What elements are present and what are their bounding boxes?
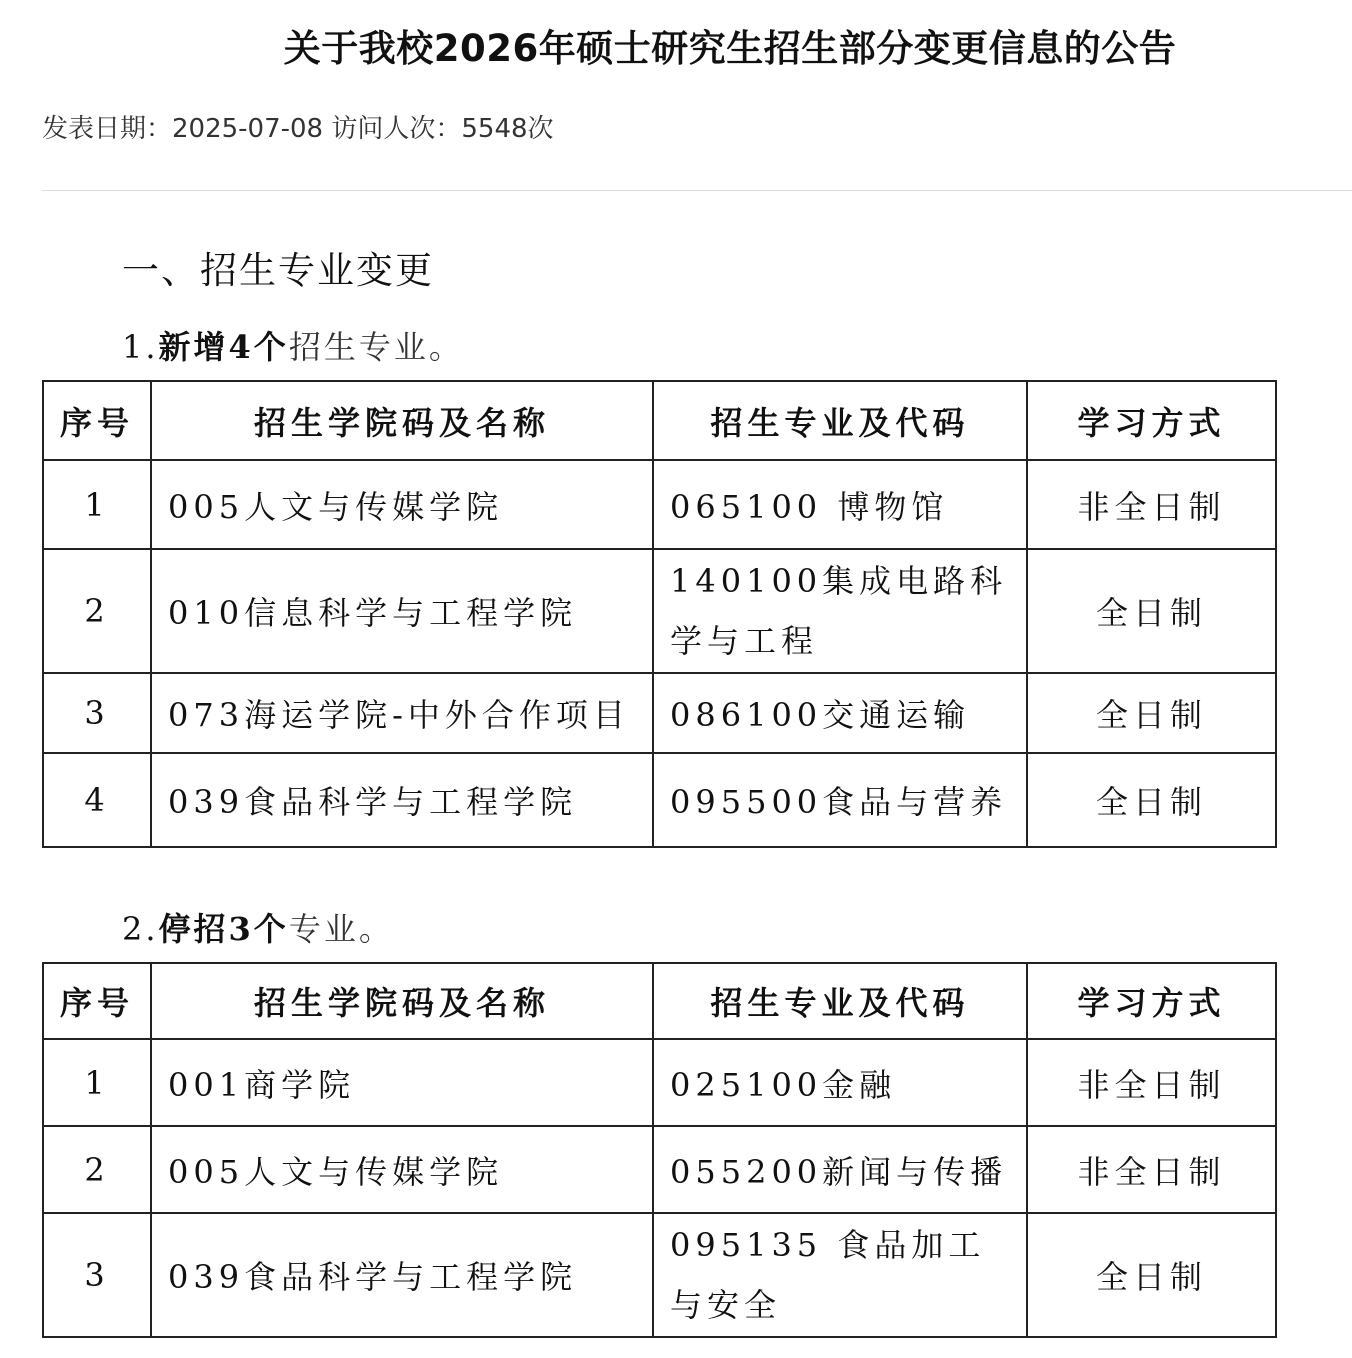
cell-mode: 全日制	[1027, 753, 1276, 847]
stopped-heading-rest: 专业。	[288, 910, 394, 948]
header-mode: 学习方式	[1027, 381, 1276, 460]
cell-mode: 非全日制	[1027, 460, 1276, 549]
header-no: 序号	[43, 963, 151, 1039]
cell-no: 2	[43, 549, 151, 673]
added-majors-table	[42, 380, 1277, 848]
table-row	[43, 460, 1276, 549]
cell-no: 4	[43, 753, 151, 847]
cell-no: 3	[43, 673, 151, 753]
table-row	[43, 1126, 1276, 1213]
cell-college: 001商学院	[151, 1039, 653, 1126]
stopped-heading-bold: 停招3个	[158, 910, 289, 948]
added-heading-number: 1.	[122, 328, 159, 366]
cell-college: 039食品科学与工程学院	[151, 1213, 653, 1337]
cell-no: 3	[43, 1213, 151, 1337]
added-majors-heading	[122, 322, 464, 368]
cell-mode: 全日制	[1027, 549, 1276, 673]
cell-mode: 全日制	[1027, 673, 1276, 753]
table-row	[43, 1039, 1276, 1126]
cell-college: 005人文与传媒学院	[151, 1126, 653, 1213]
table-row	[43, 549, 1276, 673]
stopped-heading-number: 2.	[122, 910, 159, 948]
cell-no: 1	[43, 460, 151, 549]
header-major: 招生专业及代码	[653, 381, 1027, 460]
cell-major: 065100 博物馆	[653, 460, 1027, 549]
stopped-majors-heading	[122, 904, 394, 950]
added-heading-rest: 招生专业。	[288, 328, 464, 366]
section-heading: 一、招生专业变更	[122, 249, 434, 292]
cell-major: 025100金融	[653, 1039, 1027, 1126]
header-mode: 学习方式	[1027, 963, 1276, 1039]
cell-major: 095500食品与营养	[653, 753, 1027, 847]
cell-mode: 非全日制	[1027, 1039, 1276, 1126]
cell-college: 010信息科学与工程学院	[151, 549, 653, 673]
table-row	[43, 1213, 1276, 1337]
header-college: 招生学院码及名称	[151, 381, 653, 460]
cell-college: 073海运学院-中外合作项目	[151, 673, 653, 753]
cell-mode: 非全日制	[1027, 1126, 1276, 1213]
added-heading-bold: 新增4个	[158, 328, 289, 366]
cell-no: 2	[43, 1126, 151, 1213]
table-header-row	[43, 381, 1276, 460]
table-header-row	[43, 963, 1276, 1039]
table-row	[43, 673, 1276, 753]
cell-no: 1	[43, 1039, 151, 1126]
header-no: 序号	[43, 381, 151, 460]
table-row	[43, 753, 1276, 847]
stopped-majors-table	[42, 962, 1277, 1338]
cell-college: 005人文与传媒学院	[151, 460, 653, 549]
header-college: 招生学院码及名称	[151, 963, 653, 1039]
article-meta: 发表日期：2025-07-08 访问人次：5548次	[42, 114, 554, 144]
cell-mode: 全日制	[1027, 1213, 1276, 1337]
page-title: 关于我校2026年硕士研究生招生部分变更信息的公告	[283, 27, 1177, 70]
cell-college: 039食品科学与工程学院	[151, 753, 653, 847]
header-major: 招生专业及代码	[653, 963, 1027, 1039]
cell-major: 095135 食品加工与安全	[653, 1213, 1027, 1337]
cell-major: 086100交通运输	[653, 673, 1027, 753]
cell-major: 140100集成电路科学与工程	[653, 549, 1027, 673]
cell-major: 055200新闻与传播	[653, 1126, 1027, 1213]
divider	[42, 190, 1352, 191]
